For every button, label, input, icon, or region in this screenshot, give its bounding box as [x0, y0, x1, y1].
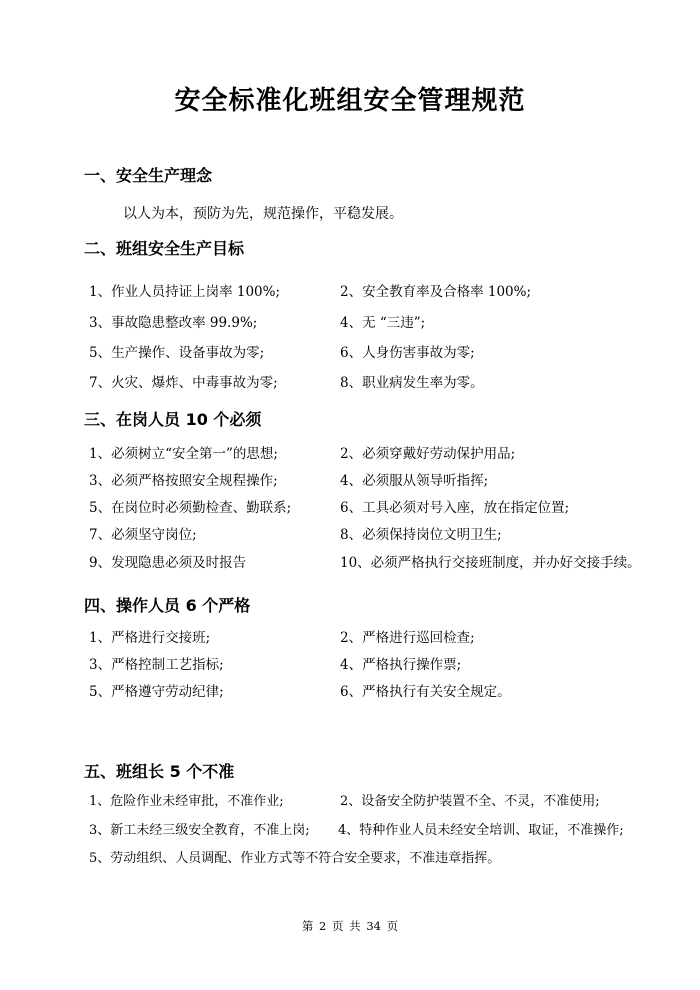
list-item: 2、严格进行巡回检查; — [340, 630, 475, 646]
list-item: 3、事故隐患整改率 99.9%; — [89, 315, 258, 331]
list-item: 4、特种作业人员未经安全培训、取证，不准操作; — [338, 823, 624, 838]
list-item: 2、安全教育率及合格率 100%; — [340, 284, 532, 300]
page-number: 第 2 页 共 34 页 — [301, 919, 399, 933]
list-item: 2、必须穿戴好劳动保护用品; — [340, 446, 516, 462]
list-item: 4、无 “三违”; — [340, 315, 426, 331]
section-heading: 二、班组安全生产目标 — [84, 239, 245, 258]
list-item: 7、必须坚守岗位; — [89, 527, 197, 543]
list-item: 6、工具必须对号入座，放在指定位置; — [340, 500, 570, 516]
page-title: 安全标准化班组安全管理规范 — [174, 86, 526, 116]
section-heading: 一、安全生产理念 — [84, 166, 213, 185]
list-item: 5、在岗位时必须勤检查、勤联系; — [89, 500, 292, 516]
list-item: 6、人身伤害事故为零; — [340, 345, 475, 361]
list-item: 1、危险作业未经审批，不准作业; — [89, 794, 284, 809]
list-item: 3、新工未经三级安全教育，不准上岗; — [89, 823, 310, 838]
section-heading: 四、操作人员 6 个严格 — [84, 596, 251, 615]
list-item: 4、必须服从领导听指挥; — [340, 473, 489, 489]
list-item: 8、职业病发生率为零。 — [340, 375, 484, 391]
list-item: 5、劳动组织、人员调配、作业方式等不符合安全要求，不准违章指挥。 — [89, 851, 501, 866]
list-item: 10、必须严格执行交接班制度，并办好交接手续。 — [340, 555, 641, 571]
list-item: 2、设备安全防护装置不全、不灵，不准使用; — [340, 794, 600, 809]
list-item: 5、严格遵守劳动纪律; — [89, 684, 224, 700]
list-item: 9、发现隐患必须及时报告 — [89, 555, 247, 571]
list-item: 8、必须保持岗位文明卫生; — [340, 527, 502, 543]
section-heading: 五、班组长 5 个不准 — [84, 762, 235, 781]
list-item: 3、严格控制工艺指标; — [89, 657, 224, 673]
list-item: 5、生产操作、设备事故为零; — [89, 345, 265, 361]
list-item: 1、必须树立“安全第一”的思想; — [89, 446, 278, 462]
section-heading: 三、在岗人员 10 个必须 — [84, 410, 262, 429]
list-item: 3、必须严格按照安全规程操作; — [89, 473, 278, 489]
list-item: 1、作业人员持证上岗率 100%; — [89, 284, 281, 300]
list-item: 6、严格执行有关安全规定。 — [340, 684, 511, 700]
list-item: 4、严格执行操作票; — [340, 657, 462, 673]
section-paragraph: 以人为本，预防为先，规范操作，平稳发展。 — [123, 206, 403, 222]
list-item: 1、严格进行交接班; — [89, 630, 211, 646]
list-item: 7、火灾、爆炸、中毒事故为零; — [89, 375, 278, 391]
